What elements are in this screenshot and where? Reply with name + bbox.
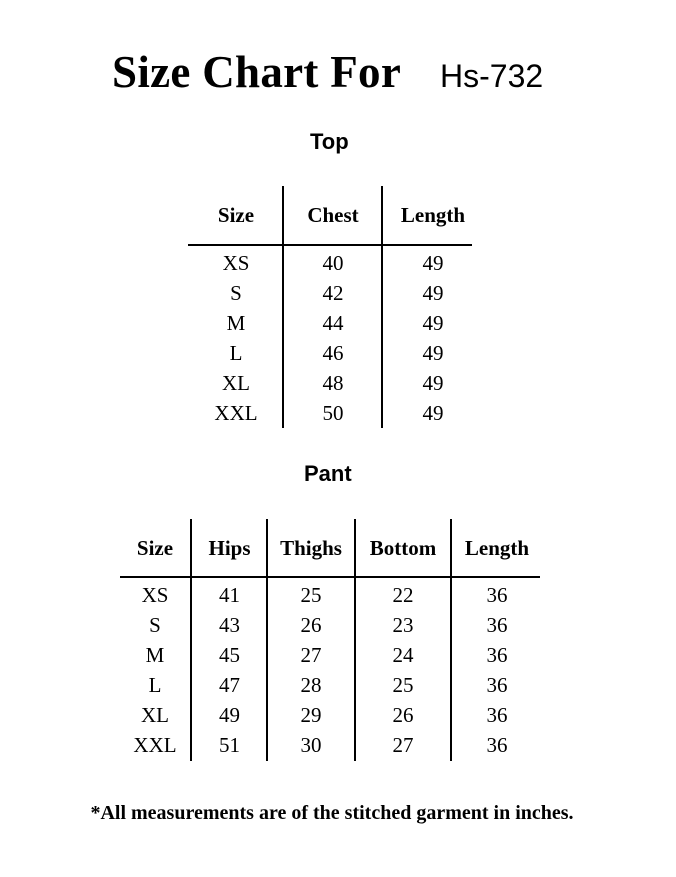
column-header: Thighs bbox=[280, 536, 342, 560]
measurement-cell: 49 bbox=[422, 371, 444, 395]
measurement-cell: 25 bbox=[392, 673, 414, 697]
measurement-cell: 26 bbox=[300, 613, 322, 637]
measurement-cell: 49 bbox=[422, 311, 444, 335]
measurement-cell: 48 bbox=[322, 371, 344, 395]
measurement-cell: 49 bbox=[422, 251, 444, 275]
measurement-cell: 29 bbox=[300, 703, 322, 727]
column-divider bbox=[282, 186, 284, 428]
measurement-cell: 36 bbox=[486, 613, 508, 637]
measurement-cell: 36 bbox=[486, 733, 508, 757]
measurement-cell: 49 bbox=[422, 401, 444, 425]
measurement-cell: 27 bbox=[300, 643, 322, 667]
column-header: Hips bbox=[208, 536, 251, 560]
measurement-cell: 49 bbox=[422, 341, 444, 365]
column-header: Length bbox=[400, 203, 466, 227]
header-divider bbox=[188, 244, 472, 246]
column-header: Size bbox=[217, 203, 255, 227]
column-header: Chest bbox=[307, 203, 359, 227]
measurement-cell: 27 bbox=[392, 733, 414, 757]
measurement-cell: 24 bbox=[392, 643, 414, 667]
pant-table-heading: Pant bbox=[304, 461, 352, 486]
column-header: Length bbox=[464, 536, 530, 560]
column-header: Bottom bbox=[369, 536, 437, 560]
measurement-cell: 36 bbox=[486, 643, 508, 667]
measurement-cell: 41 bbox=[219, 583, 240, 607]
measurement-cell: 49 bbox=[422, 281, 444, 305]
measurement-cell: 42 bbox=[322, 281, 344, 305]
size-label-cell: XS bbox=[141, 583, 169, 607]
column-header: Size bbox=[136, 536, 174, 560]
column-divider bbox=[381, 186, 383, 428]
size-label-cell: XXL bbox=[133, 733, 177, 757]
column-divider bbox=[450, 519, 452, 761]
measurement-cell: 25 bbox=[300, 583, 322, 607]
size-label-cell: XXL bbox=[214, 401, 258, 425]
column-divider bbox=[190, 519, 192, 761]
size-label-cell: L bbox=[148, 673, 162, 697]
measurement-footnote: *All measurements are of the stitched garment in inches. bbox=[90, 802, 574, 824]
measurement-cell: 36 bbox=[486, 673, 508, 697]
measurement-cell: 23 bbox=[392, 613, 414, 637]
measurement-cell: 50 bbox=[322, 401, 344, 425]
measurement-cell: 36 bbox=[486, 703, 508, 727]
measurement-cell: 36 bbox=[486, 583, 508, 607]
measurement-cell: 40 bbox=[322, 251, 344, 275]
measurement-cell: 51 bbox=[219, 733, 240, 757]
measurement-cell: 45 bbox=[219, 643, 240, 667]
size-label-cell: L bbox=[229, 341, 243, 365]
measurement-cell: 49 bbox=[219, 703, 240, 727]
column-divider bbox=[354, 519, 356, 761]
size-label-cell: M bbox=[145, 643, 165, 667]
measurement-cell: 26 bbox=[392, 703, 414, 727]
size-label-cell: XS bbox=[222, 251, 250, 275]
measurement-cell: 46 bbox=[322, 341, 344, 365]
column-divider bbox=[266, 519, 268, 761]
size-label-cell: M bbox=[226, 311, 246, 335]
measurement-cell: 30 bbox=[300, 733, 322, 757]
size-label-cell: S bbox=[230, 281, 242, 305]
header-divider bbox=[120, 576, 540, 578]
measurement-cell: 28 bbox=[300, 673, 322, 697]
size-label-cell: XL bbox=[141, 703, 169, 727]
top-table-heading: Top bbox=[310, 129, 349, 154]
measurement-cell: 22 bbox=[392, 583, 414, 607]
product-code: Hs-732 bbox=[440, 58, 544, 94]
size-label-cell: S bbox=[149, 613, 161, 637]
page-title bbox=[0, 44, 676, 104]
measurement-cell: 43 bbox=[219, 613, 240, 637]
size-label-cell: XL bbox=[222, 371, 250, 395]
measurement-cell: 44 bbox=[322, 311, 344, 335]
title-text: Size Chart For bbox=[112, 47, 402, 97]
measurement-cell: 47 bbox=[219, 673, 240, 697]
